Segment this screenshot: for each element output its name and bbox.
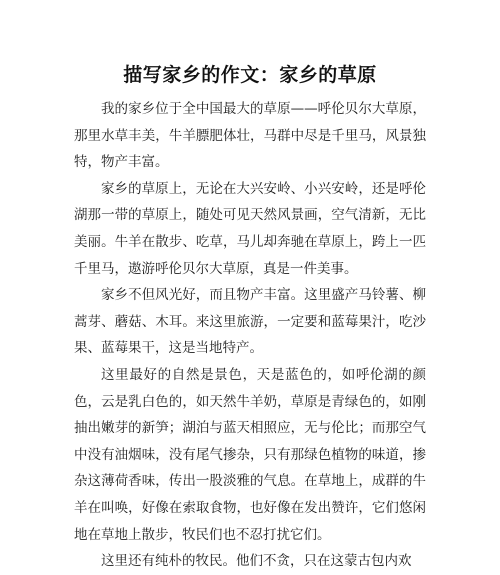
document-body <box>74 96 426 575</box>
paragraph-3: 家乡不但风光好，而且物产丰富。这里盛产马铃薯、柳蒿芽、蘑菇、木耳。来这里旅游，一定要和蓝莓果汁，吃沙果、蓝莓果干，这是当地特产。 <box>74 287 426 357</box>
paragraph-5: 这里还有纯朴的牧民。他们不贪，只在这蒙古包内欢 <box>101 553 412 570</box>
paragraph-1: 我的家乡位于全中国最大的草原——呼伦贝尔大草原，那里水草丰美，牛羊膘肥体壮，马群中尽是千里马，风景独特，物产丰富。 <box>74 101 426 171</box>
paragraph-2: 家乡的草原上，无论在大兴安岭、小兴安岭，还是呼伦湖那一带的草原上，随处可见天然风景画，空气清新，无比美丽。牛羊在散步、吃草，马儿却奔驰在草原上，跨上一匹千里马，遨游呼伦贝尔大草原，真是一件美事。 <box>74 180 426 277</box>
paragraph-4: 这里最好的自然是景色，天是蓝色的，如呼伦湖的颜色，云是乳白色的，如天然牛羊奶，草原是青绿色的，如刚抽出嫩芽的新笋；湖泊与蓝天相照应，无与伦比；而那空气中没有油烟味，没有尾气掺杂，只有那绿色植物的味道，掺杂这薄荷香味，传出一股淡雅的气息。在草地上，成群的牛羊在叫唤，好像在索取食物，也好像在发出赞许，它们悠闲地在草地上散步，牧民们也不忍打扰它们。 <box>74 366 426 543</box>
document-title: 描写家乡的作文：家乡的草原 <box>123 64 377 86</box>
